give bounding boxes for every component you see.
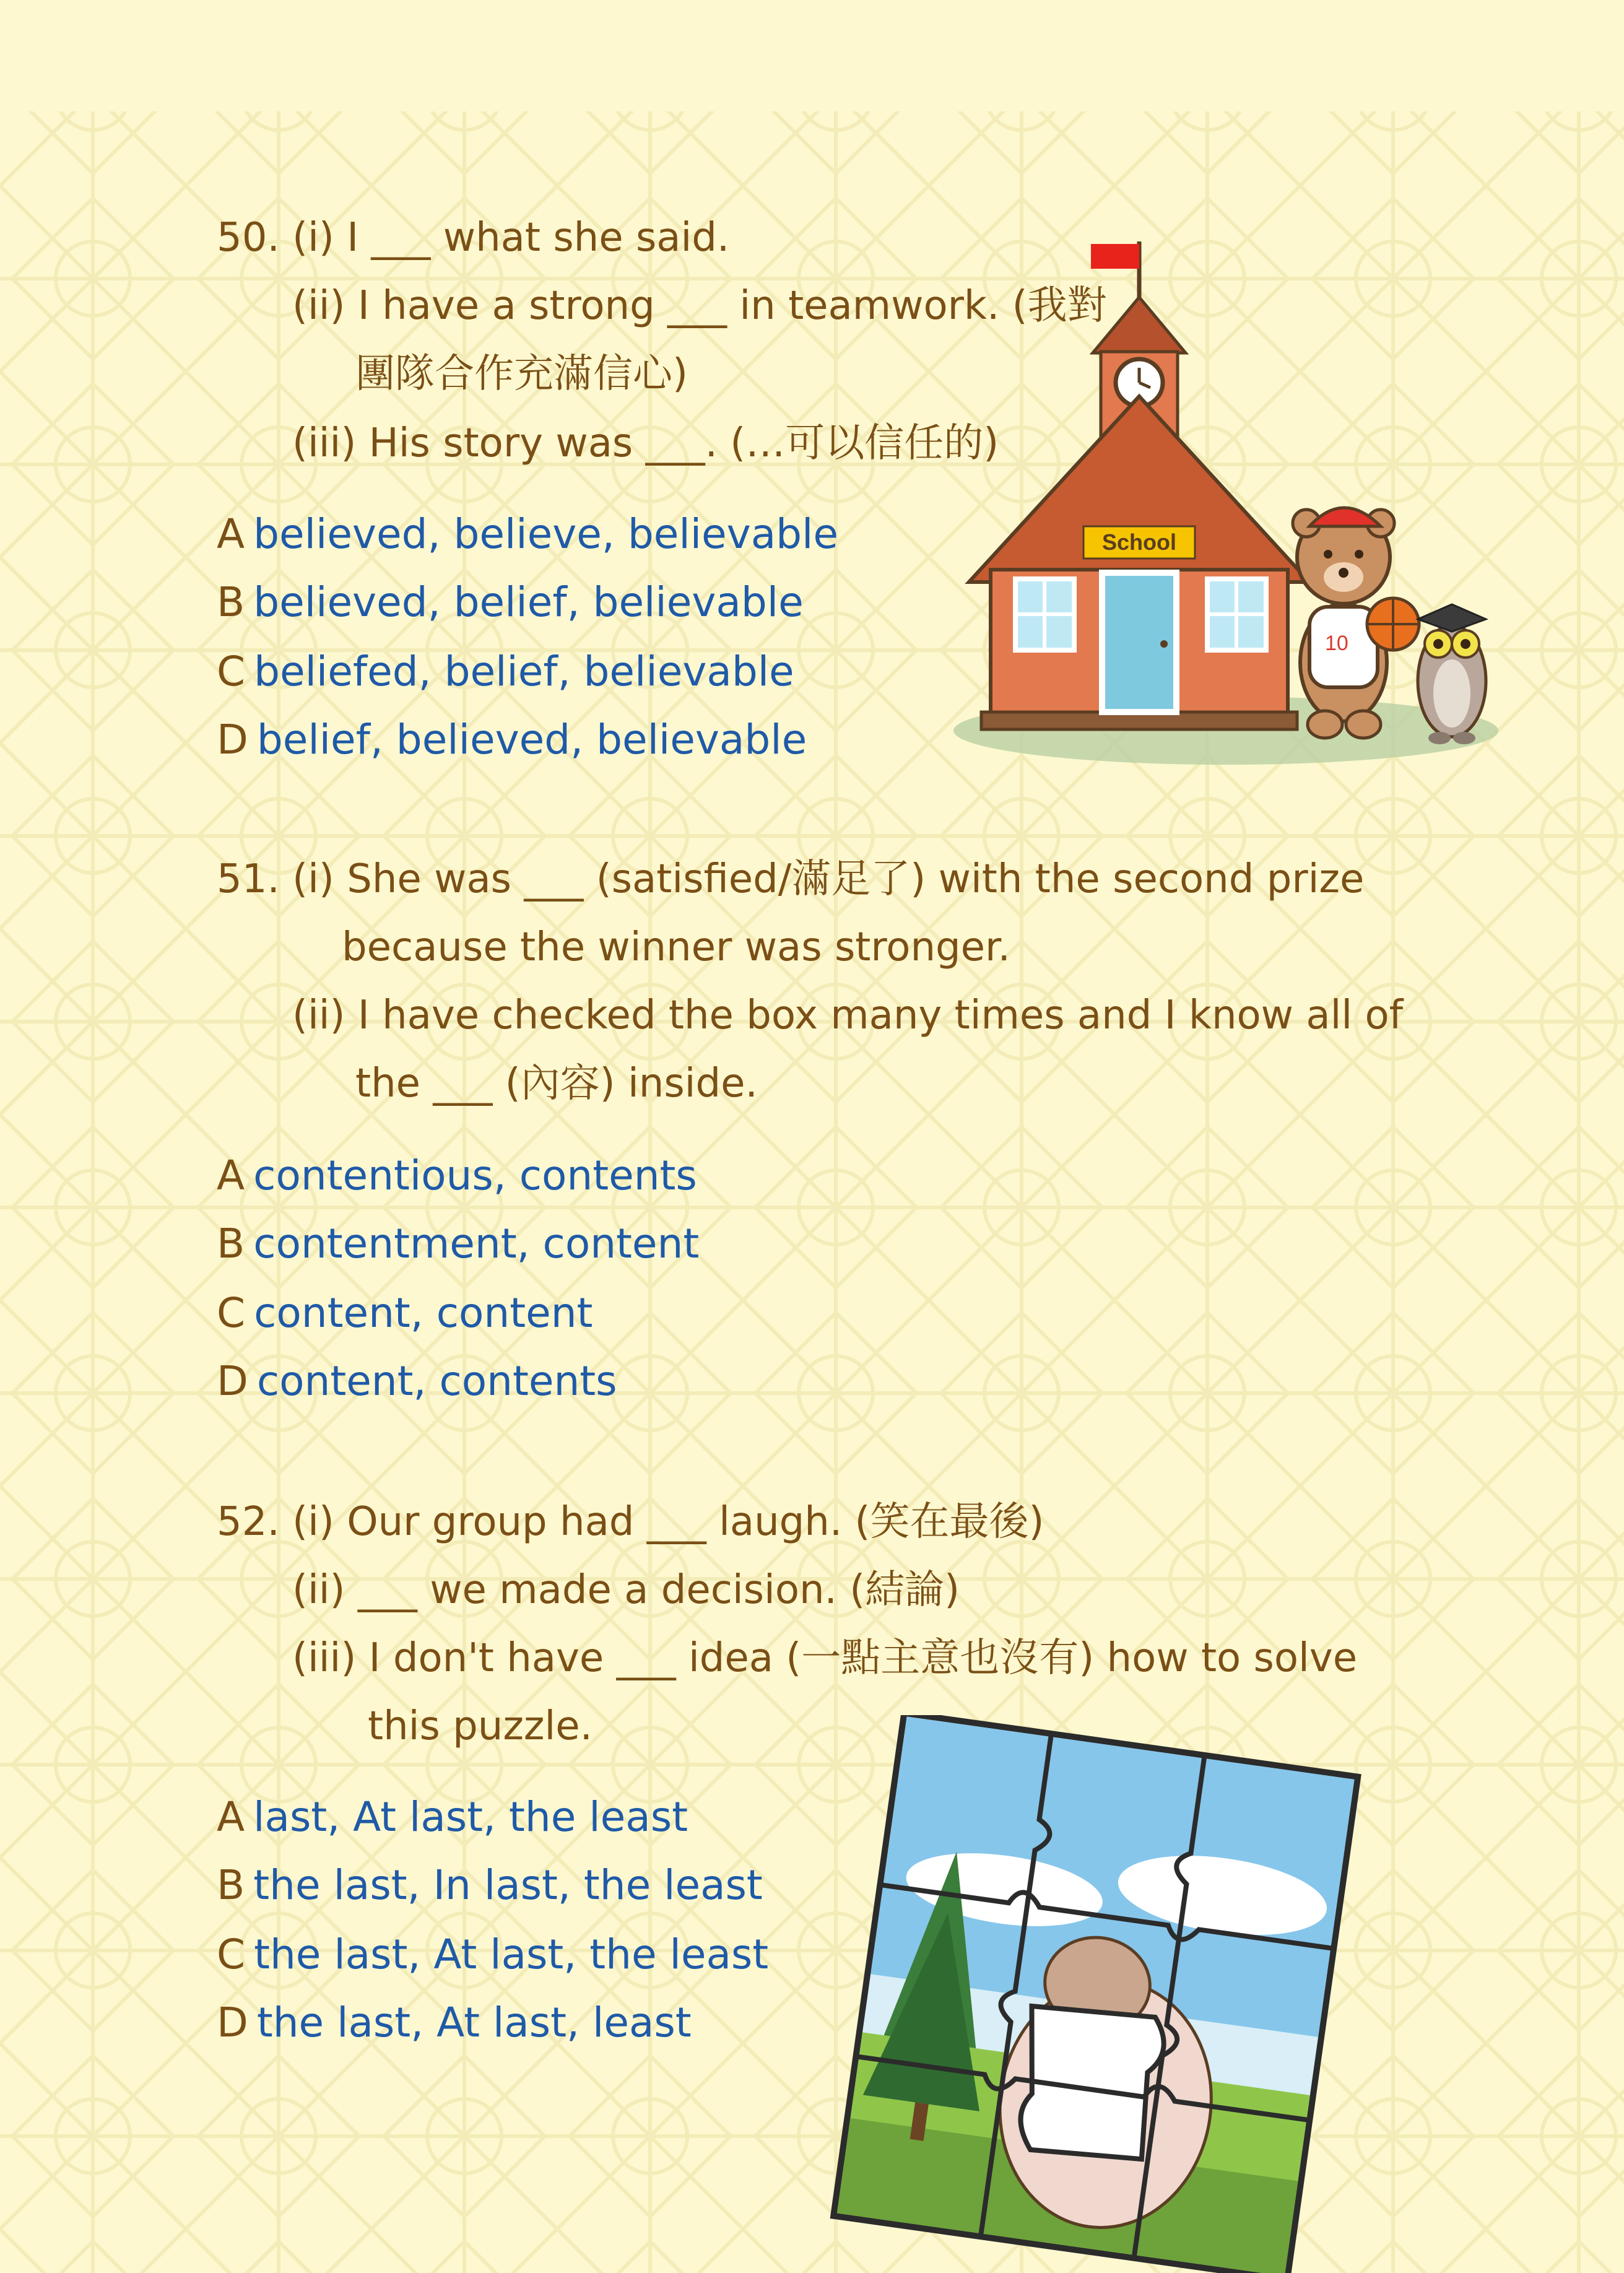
option-b[interactable]: B the last, In last, the least [217,1861,763,1909]
option-c[interactable]: C content, content [217,1289,593,1337]
option-a[interactable]: A last, At last, the least [217,1793,688,1841]
option-c[interactable]: C the last, At last, the least [217,1931,769,1978]
question-line: because the winner was stronger. [342,924,1010,970]
question-line: (iii) I don't have ___ idea (一點主意也沒有) how to solve [292,1635,1358,1681]
question-line: 51. (i) She was ___ (satisfied/滿足了) with the second prize [217,856,1365,902]
jersey-number: 10 [1325,632,1348,655]
option-b[interactable]: B contentment, content [217,1220,700,1267]
question-line: 52. (i) Our group had ___ laugh. (笑在最後) [217,1499,1044,1545]
option-d[interactable]: D the last, At last, least [217,1999,692,2046]
option-d[interactable]: D content, contents [217,1357,617,1405]
owl-icon [1418,604,1486,744]
question-line: (ii) ___ we made a decision. (結論) [292,1567,960,1613]
bear-icon [1293,508,1419,738]
option-a[interactable]: A contentious, contents [217,1152,697,1199]
school-sign-text: School [1101,529,1177,555]
question-line: 50. (i) I ___ what she said. [217,215,730,261]
option-b[interactable]: B believed, belief, believable [217,578,804,626]
question-line: the ___ (內容) inside. [355,1061,758,1106]
option-c[interactable]: C beliefed, belief, believable [217,648,794,695]
option-d[interactable]: D belief, believed, believable [217,716,807,763]
school-illustration [947,235,1505,768]
question-line: 團隊合作充滿信心) [355,351,688,397]
option-a[interactable]: A believed, believe, believable [217,510,838,558]
question-line: (iii) His story was ___. (…可以信任的) [292,420,999,466]
puzzle-illustration [774,1715,1381,2273]
question-line: (ii) I have a strong ___ in teamwork. (我對 [292,283,1107,329]
question-line: (ii) I have checked the box many times and I know all of [292,993,1404,1038]
question-line: this puzzle. [368,1703,593,1749]
